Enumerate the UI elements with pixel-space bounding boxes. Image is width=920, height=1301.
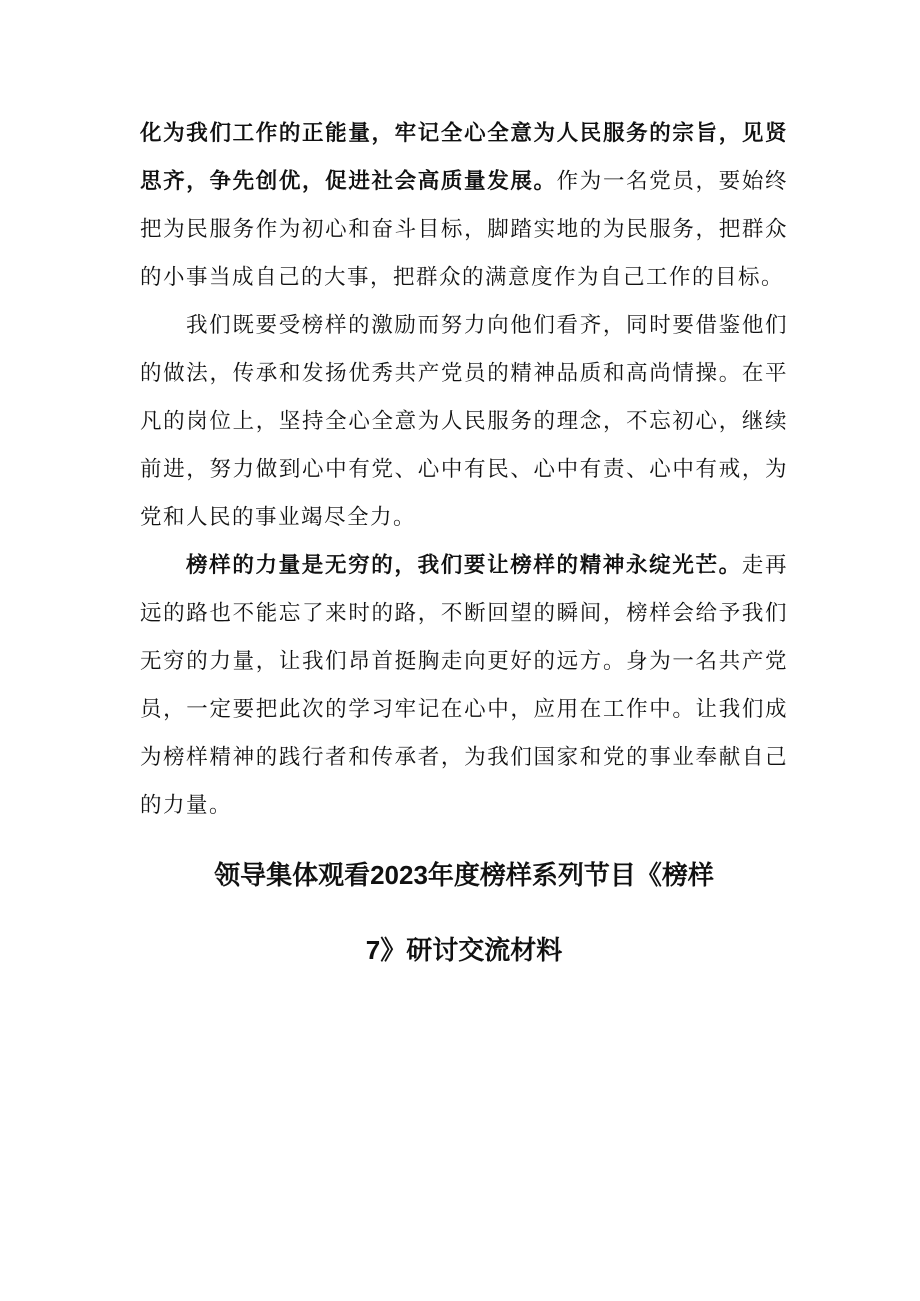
paragraph-1-bold-lead: 化为我们工作的正能量，牢记全心全意为人民服务的宗旨，见贤思齐，争先创优，促进社会高质量发展。 [140,121,788,194]
paragraph-1 [140,110,788,302]
paragraph-2-text: 我们既要受榜样的激励而努力向他们看齐，同时要借鉴他们的做法，传承和发扬优秀共产党员的精神品质和高尚情操。在平凡的岗位上，坚持全心全意为人民服务的理念，不忘初心，继续前进，努力做到心中有党、心中有民、心中有责、心中有戒，为党和人民的事业竭尽全力。 [140,313,788,530]
document-title-line-1: 领导集体观看2023年度榜样系列节目《榜样 [214,860,714,890]
paragraph-2 [140,302,788,542]
paragraph-3-bold-lead: 榜样的力量是无穷的，我们要让榜样的精神永绽光芒。 [186,553,742,578]
paragraph-3 [140,542,788,830]
document-title-line-2: 7》研讨交流材料 [365,935,563,965]
paragraph-3-text: 走再远的路也不能忘了来时的路，不断回望的瞬间，榜样会给予我们无穷的力量，让我们昂首挺胸走向更好的远方。身为一名共产党员，一定要把此次的学习牢记在心中，应用在工作中。让我们成为榜样精神的践行者和传承者，为我们国家和党的事业奉献自己的力量。 [140,553,788,818]
paragraph-1-text: 作为一名党员，要始终把为民服务作为初心和奋斗目标，脚踏实地的为民服务，把群众的小事当成自己的大事，把群众的满意度作为自己工作的目标。 [140,169,788,290]
